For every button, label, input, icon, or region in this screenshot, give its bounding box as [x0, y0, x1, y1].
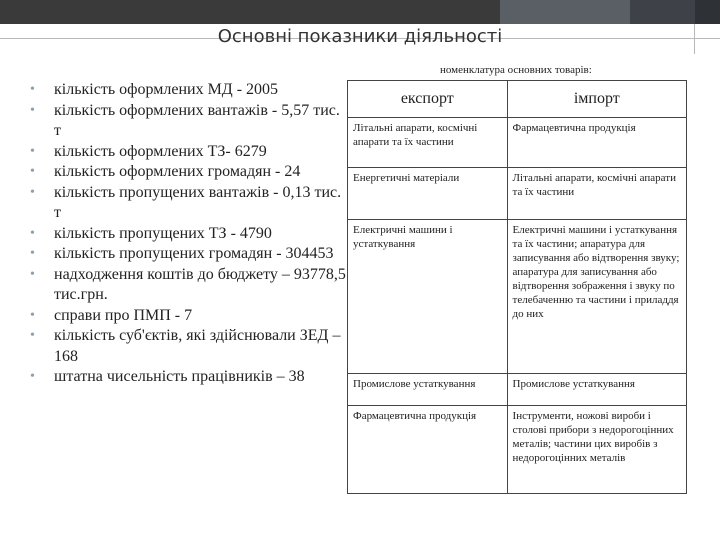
indicator-item: • кількість оформлених громадян - 24 [28, 162, 348, 183]
indicator-item: • кількість суб'єктів, які здійснювали ЗЕД – 168 [28, 326, 348, 367]
indicator-item: • надходження коштів до бюджету – 93778,5 тис.грн. [28, 265, 348, 306]
table-cell: Літальні апарати, космічні апарати та їх частини [348, 118, 508, 168]
decor-bar-segment [695, 0, 720, 24]
decor-bar-segment [0, 0, 500, 24]
table-cell: Фармацевтична продукція [348, 406, 508, 494]
top-decor-bar [0, 0, 720, 24]
table-cell: Промислове устаткування [348, 374, 508, 406]
indicator-list [28, 80, 348, 388]
decor-bar-segment [500, 0, 630, 24]
table-cell: Фармацевтична продукція [507, 118, 686, 168]
table-cell: Електричні машини і устаткування [348, 220, 508, 374]
column-header-export: експорт [348, 81, 508, 118]
indicator-item: • кількість оформлених МД - 2005 [28, 80, 348, 101]
table-cell: Енергетичні матеріали [348, 168, 508, 220]
indicator-item: • штатна чисельність працівників – 38 [28, 367, 348, 388]
slide-title: Основні показники діяльності [217, 26, 503, 47]
indicator-item: • кількість пропущених громадян - 304453 [28, 244, 348, 265]
table-caption: номенклатура основних товарів: [440, 64, 592, 76]
indicator-item: • кількість пропущених ТЗ - 4790 [28, 224, 348, 245]
column-header-import: імпорт [507, 81, 686, 118]
indicator-item: • справи про ПМП - 7 [28, 306, 348, 327]
table-row [348, 168, 687, 220]
table-cell: Інструменти, ножові вироби і столові прибори з недорогоцінних металів; частини цих виробів з недорогоцінних металів [507, 406, 686, 494]
indicator-item: • кількість оформлених вантажів - 5,57 тис. т [28, 101, 348, 142]
table-row [348, 406, 687, 494]
goods-table [347, 80, 687, 494]
table-row [348, 118, 687, 168]
indicator-item: • кількість пропущених вантажів - 0,13 тис. т [28, 183, 348, 224]
table-cell: Промислове устаткування [507, 374, 686, 406]
table-cell: Електричні машини і устаткування та їх частини; апаратура для записування або відтворення звуку; апаратура для записування або відтворення зображення і звуку по телебаченню та частини і приладдя до них [507, 220, 686, 374]
table-row [348, 374, 687, 406]
indicator-item: • кількість оформлених ТЗ- 6279 [28, 142, 348, 163]
table-cell: Літальні апарати, космічні апарати та їх частини [507, 168, 686, 220]
table-row [348, 220, 687, 374]
